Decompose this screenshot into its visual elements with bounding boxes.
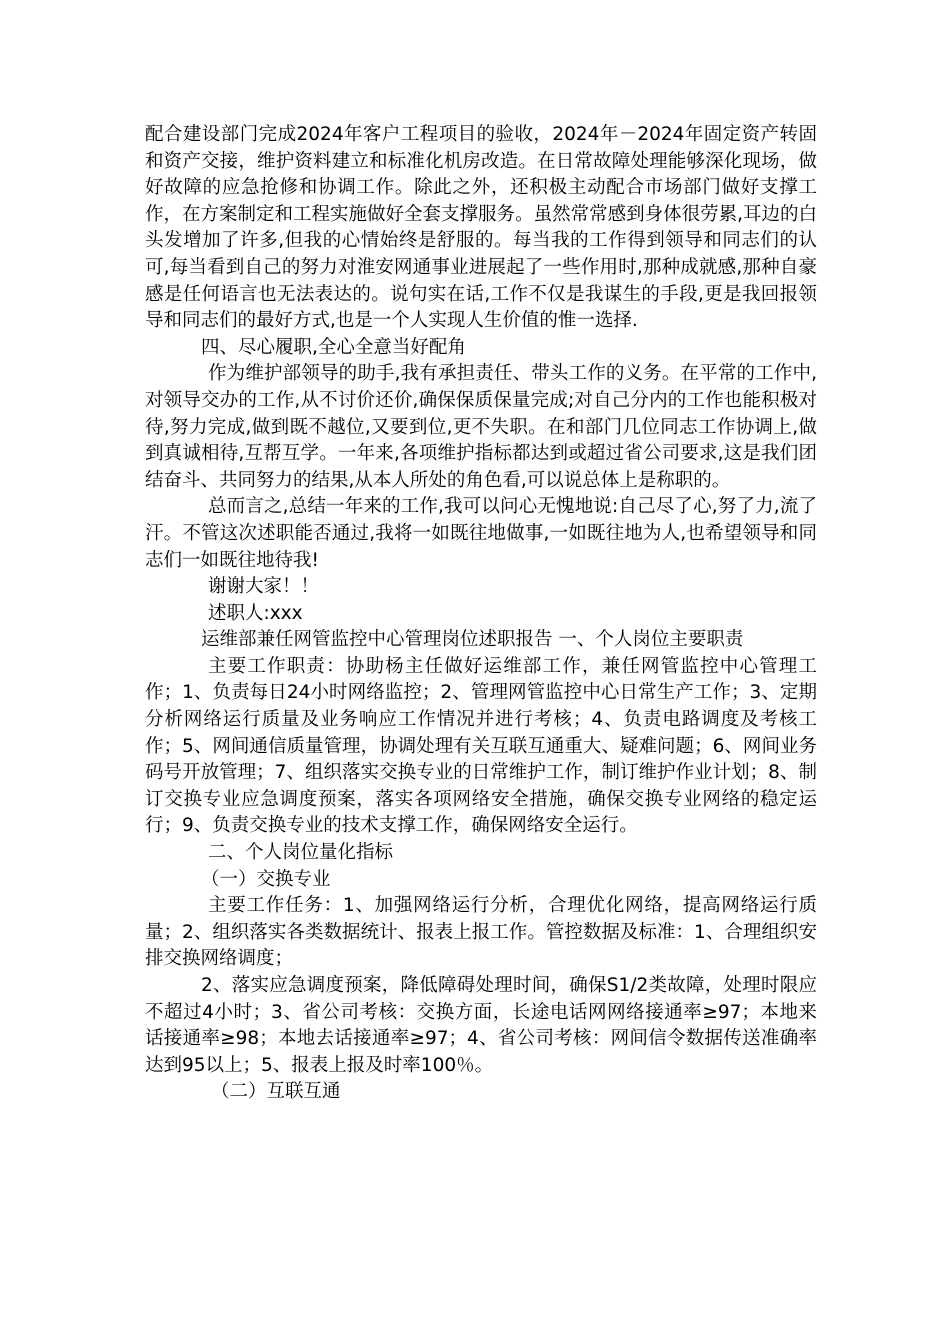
paragraph-main-tasks: 主要工作任务：1、加强网络运行分析，合理优化网络，提高网络运行质量；2、组织落实各类数据统计、报表上报工作。管控数据及标准：1、合理组织安排交换网络调度；: [145, 895, 817, 970]
report-title-line: 运维部兼任网管监控中心管理岗位述职报告 一、个人岗位主要职责: [201, 629, 744, 651]
paragraph-work-summary: 配合建设部门完成2024年客户工程项目的验收，2024年－2024年固定资产转固和资产交接，维护资料建立和标准化机房改造。在日常故障处理能够深化现场，做好故障的应急抢修和协调工作。除此之外，还积极主动配合市场部门做好支撑工作，在方案制定和工程实施做好全套支撑服务。虽然常常感到身体很劳累,耳边的白头发增加了许多,但我的心情始终是舒服的。每当我的工作得到领导和同志们的认可,每当看到自己的努力对淮安网通事业进展起了一些作用时,那种成就感,那种自豪感是任何语言也无法表达的。说句实在话,工作不仅是我谋生的手段,更是我回报领导和同志们的最好方式,也是一个人实现人生价值的惟一选择.: [145, 124, 817, 332]
subsection-heading-interconnection: （二）互联互通: [211, 1081, 341, 1103]
section-heading-four: 四、尽心履职,全心全意当好配角: [201, 336, 466, 358]
thanks-line: 谢谢大家！！: [208, 576, 320, 598]
section-heading-two: 二、个人岗位量化指标: [208, 842, 394, 864]
paragraph-emergency-dispatch: 2、落实应急调度预案，降低障碍处理时间，确保S1/2类故障，处理时限应不超过4小时；3、省公司考核：交换方面，长途电话网网络接通率≥97；本地来话接通率≥98；本地去话接通率≥97；4、省公司考核：网间信令数据传送准确率达到95以上；5、报表上报及时率100％。: [145, 975, 817, 1076]
signature-line: 述职人:xxx: [208, 602, 303, 624]
subsection-heading-switching: （一）交换专业: [201, 868, 331, 890]
document-body: [145, 122, 817, 1106]
paragraph-assistant-role: 作为维护部领导的助手,我有承担责任、带头工作的义务。在平常的工作中,对领导交办的工作,从不讨价还价,确保保质保量完成;对自己分内的工作也能积极对待,努力完成,做到既不越位,又要到位,更不失职。在和部门几位同志工作协调上,做到真诚相待,互帮互学。一年来,各项维护指标都达到或超过省公司要求,这是我们团结奋斗、共同努力的结果,从本人所处的角色看,可以说总体上是称职的。: [145, 363, 817, 491]
paragraph-conclusion: 总而言之,总结一年来的工作,我可以问心无愧地说:自己尽了心,努了力,流了汗。不管这次述职能否通过,我将一如既往地做事,一如既往地为人,也希望领导和同志们一如既往地待我!: [145, 496, 817, 571]
paragraph-main-duties: 主要工作职责：协助杨主任做好运维部工作，兼任网管监控中心管理工作；1、负责每日24小时网络监控；2、管理网管监控中心日常生产工作；3、定期分析网络运行质量及业务响应工作情况并进行考核；4、负责电路调度及考核工作；5、网间通信质量管理，协调处理有关互联互通重大、疑难问题；6、网间业务码号开放管理；7、组织落实交换专业的日常维护工作，制订维护作业计划；8、制订交换专业应急调度预案，落实各项网络安全措施，确保交换专业网络的稳定运行；9、负责交换专业的技术支撑工作，确保网络安全运行。: [145, 655, 817, 837]
